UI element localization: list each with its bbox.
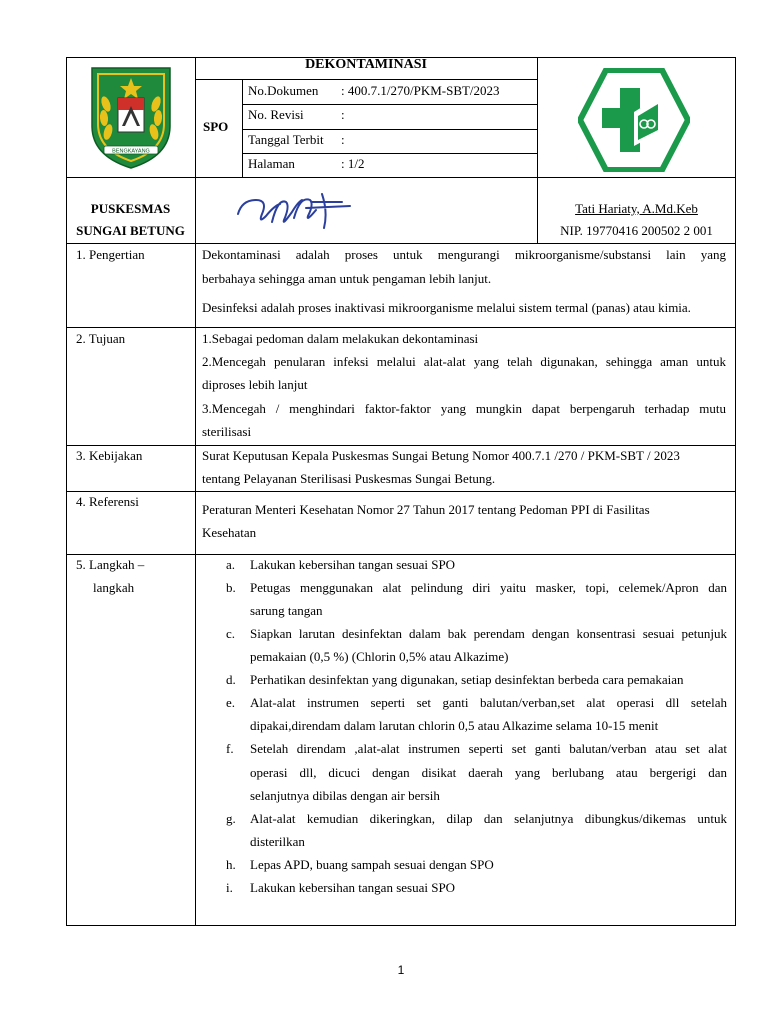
langkah-e-line-1: Alat-alat instrumen seperti set ganti balutan/verban,set alat operasi dll setelah bbox=[250, 695, 727, 710]
langkah-marker-g: g. bbox=[226, 811, 236, 826]
docfield-label-tanggal: Tanggal Terbit bbox=[248, 132, 324, 147]
tujuan-line-5: sterilisasi bbox=[202, 424, 252, 439]
langkah-e-line-2: dipakai,direndam dalam larutan chlorin 0,5 atau Alkazime selama 10-15 menit bbox=[250, 718, 659, 733]
langkah-c-line-2: pemakaian (0,5 %) (Chlorin 0,5% atau Alkazime) bbox=[250, 649, 509, 664]
row-line-4 bbox=[66, 491, 736, 492]
section-label-pengertian: 1. Pengertian bbox=[76, 247, 145, 262]
signer-name: Tati Hariaty, A.Md.Keb bbox=[575, 201, 698, 216]
langkah-c-line-1: Siapkan larutan desinfektan dalam bak perendam dengan konsentrasi sesuai petunjuk bbox=[250, 626, 727, 641]
docfield-value-nodokumen: : 400.7.1/270/PKM-SBT/2023 bbox=[341, 83, 500, 98]
spo-label: SPO bbox=[203, 119, 229, 134]
row-line-2 bbox=[66, 327, 736, 328]
docfield-line-2 bbox=[242, 129, 537, 130]
langkah-marker-i: i. bbox=[226, 880, 233, 895]
langkah-i-line-1: Lakukan kebersihan tangan sesuai SPO bbox=[250, 880, 456, 895]
langkah-g-line-1: Alat-alat kemudian dikeringkan, dilap dan selanjutnya dibungkus/dikemas untuk bbox=[250, 811, 727, 826]
langkah-marker-b: b. bbox=[226, 580, 236, 595]
langkah-b-line-2: sarung tangan bbox=[250, 603, 323, 618]
kebijakan-line-2: tentang Pelayanan Sterilisasi Puskesmas Sungai Betung. bbox=[202, 471, 496, 486]
document-title: DEKONTAMINASI bbox=[305, 57, 427, 72]
seal-banner-text: BENGKAYANG bbox=[112, 148, 150, 155]
pengertian-line-2: berbahaya sehingga aman untuk pengaman lebih lanjut. bbox=[202, 271, 492, 286]
langkah-marker-c: c. bbox=[226, 626, 236, 641]
section-label-langkah: 5. Langkah – bbox=[76, 557, 145, 572]
docfield-line-3 bbox=[242, 153, 537, 154]
pengertian-line-1: Dekontaminasi adalah proses untuk mengurangi mikroorganisme/substansi lain yang bbox=[202, 247, 726, 262]
row-line-3 bbox=[66, 445, 736, 446]
docfield-label-nodokumen: No.Dokumen bbox=[248, 83, 319, 98]
docfield-value-norevisi: : bbox=[341, 107, 345, 122]
bengkayang-seal-logo bbox=[84, 64, 178, 170]
table-border-bottom bbox=[66, 925, 736, 926]
spo-divider bbox=[242, 79, 243, 177]
langkah-marker-a: a. bbox=[226, 557, 236, 572]
section-label-tujuan: 2. Tujuan bbox=[76, 331, 126, 346]
langkah-a-line-1: Lakukan kebersihan tangan sesuai SPO bbox=[250, 557, 456, 572]
langkah-marker-f: f. bbox=[226, 741, 234, 756]
section-label-langkah-2: langkah bbox=[93, 580, 135, 595]
docfield-label-norevisi: No. Revisi bbox=[248, 107, 304, 122]
docfield-value-tanggal: : bbox=[341, 132, 345, 147]
tujuan-line-1: 1.Sebagai pedoman dalam melakukan dekontaminasi bbox=[202, 331, 479, 346]
docfield-value-halaman: : 1/2 bbox=[341, 156, 365, 171]
pengertian-line-3: Desinfeksi adalah proses inaktivasi mikroorganisme melalui sistem termal (panas) atau kimia. bbox=[202, 300, 691, 315]
langkah-b-line-1: Petugas menggunakan alat pelindung diri yaitu masker, topi, celemek/Apron dan bbox=[250, 580, 727, 595]
langkah-marker-h: h. bbox=[226, 857, 236, 872]
langkah-h-line-1: Lepas APD, buang sampah sesuai dengan SPO bbox=[250, 857, 494, 872]
langkah-f-line-1: Setelah direndam ,alat-alat instrumen seperti set ganti balutan/verban atau set alat bbox=[250, 741, 727, 756]
tujuan-line-3: diproses lebih lanjut bbox=[202, 377, 308, 392]
row-line-5 bbox=[66, 554, 736, 555]
docfield-line-1 bbox=[242, 104, 537, 105]
langkah-marker-e: e. bbox=[226, 695, 236, 710]
org-name-line1: PUSKESMAS bbox=[90, 201, 171, 216]
kebijakan-line-1: Surat Keputusan Kepala Puskesmas Sungai Betung Nomor 400.7.1 /270 / PKM-SBT / 2023 bbox=[202, 448, 680, 463]
docfield-label-halaman: Halaman bbox=[248, 156, 295, 171]
title-bottom-line bbox=[195, 79, 537, 80]
org-name-line2: SUNGAI BETUNG bbox=[76, 223, 185, 238]
row-line-1 bbox=[66, 243, 736, 244]
referensi-line-1: Peraturan Menteri Kesehatan Nomor 27 Tahun 2017 tentang Pedoman PPI di Fasilitas bbox=[202, 502, 650, 517]
tujuan-line-4: 3.Mencegah / menghindari faktor-faktor yang mungkin dapat berpengaruh terhadap mutu bbox=[202, 401, 726, 416]
langkah-d-line-1: Perhatikan desinfektan yang digunakan, setiap desinfektan berbeda cara pemakaian bbox=[250, 672, 684, 687]
langkah-f-line-2: operasi dll, dicuci dengan disikat daerah yang berlubang atau bergerigi dan bbox=[250, 765, 727, 780]
puskesmas-logo bbox=[578, 68, 690, 172]
langkah-g-line-2: disterilkan bbox=[250, 834, 305, 849]
referensi-line-2: Kesehatan bbox=[202, 525, 257, 540]
header-divider-right bbox=[537, 57, 538, 243]
langkah-marker-d: d. bbox=[226, 672, 236, 687]
signer-nip: NIP. 19770416 200502 2 001 bbox=[560, 223, 713, 238]
section-label-referensi: 4. Referensi bbox=[76, 494, 139, 509]
page-number: 1 bbox=[397, 963, 405, 977]
header-bottom-line bbox=[66, 177, 736, 178]
tujuan-line-2: 2.Mencegah penularan infeksi melalui alat-alat yang telah digunakan, sehingga aman untuk bbox=[202, 354, 726, 369]
section-label-kebijakan: 3. Kebijakan bbox=[76, 448, 143, 463]
signature bbox=[232, 186, 362, 236]
langkah-f-line-3: selanjutnya dibilas dengan air bersih bbox=[250, 788, 440, 803]
